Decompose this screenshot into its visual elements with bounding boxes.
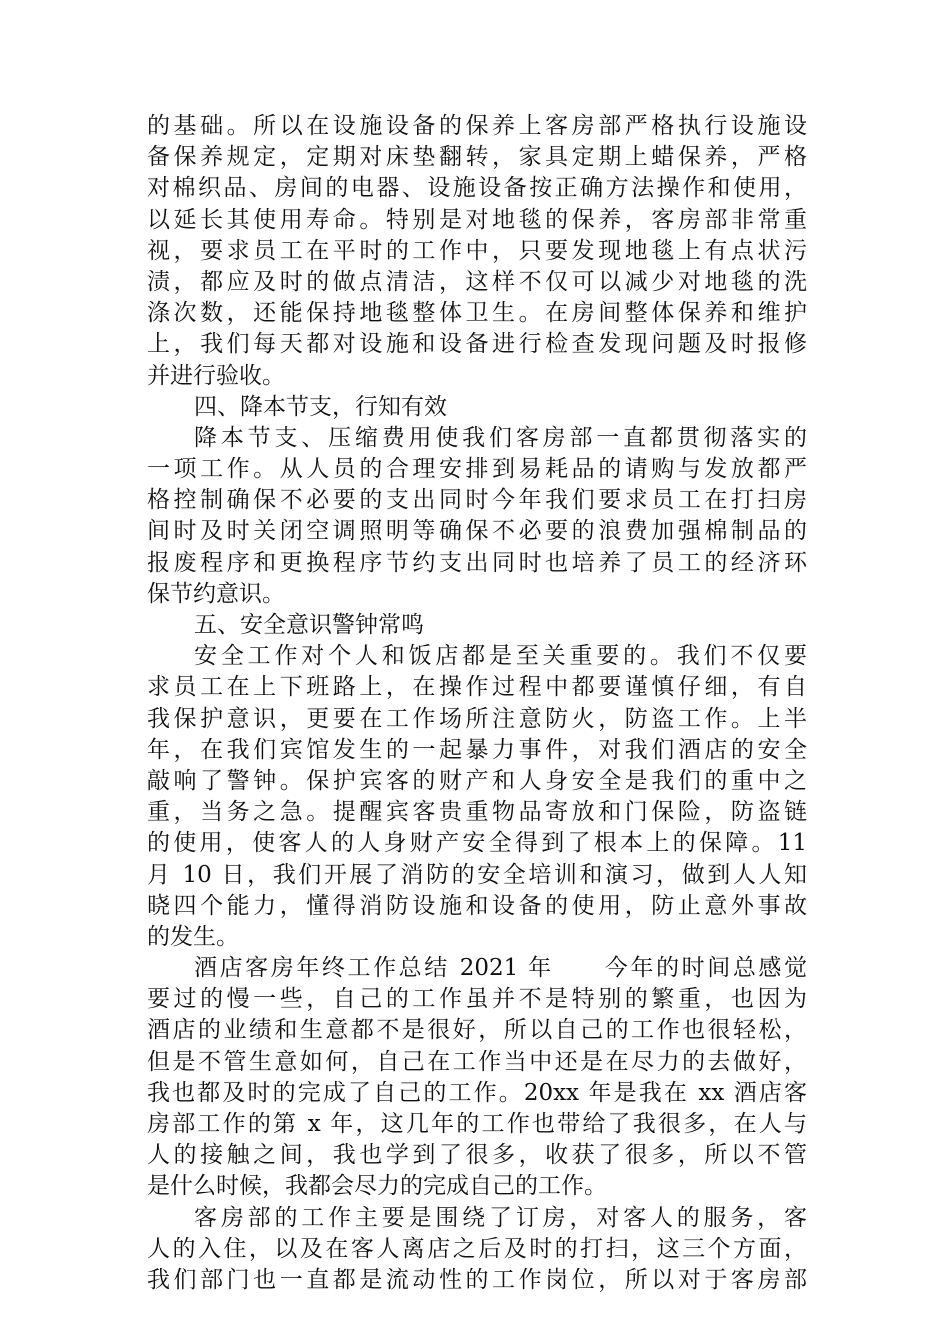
text-line: 客房部的工作主要是围绕了订房，对客人的服务，客	[194, 1204, 807, 1231]
text-line: 我保护意识，更要在工作场所注意防火，防盗工作。上半	[147, 705, 807, 732]
text-line: 渍，都应及时的做点清洁，这样不仅可以减少对地毯的洗	[147, 268, 807, 295]
text-line: 酒店的业绩和生意都不是很好，所以自己的工作也很轻松，	[147, 1017, 807, 1044]
document-body	[147, 111, 807, 1296]
text-line: 是什么时候，我都会尽力的完成自己的工作。	[147, 1173, 607, 1200]
text-line: 房部工作的第 x 年，这几年的工作也带给了我很多，在人与	[147, 1111, 807, 1137]
text-line: 保节约意识。	[147, 580, 285, 607]
text-line: 要过的慢一些，自己的工作虽并不是特别的繁重，也因为	[147, 986, 807, 1013]
text-line: 降本节支、压缩费用使我们客房部一直都贯彻落实的	[194, 424, 807, 451]
text-line: 格控制确保不必要的支出同时今年我们要求员工在打扫房	[147, 487, 807, 514]
text-line: 备保养规定，定期对床垫翻转，家具定期上蜡保养，严格	[147, 144, 807, 171]
text-line: 涤次数，还能保持地毯整体卫生。在房间整体保养和维护	[147, 300, 807, 327]
text-line: 的基础。所以在设施设备的保养上客房部严格执行设施设	[147, 113, 807, 139]
text-line: 一项工作。从人员的合理安排到易耗品的请购与发放都严	[147, 456, 807, 483]
text-line: 敲响了警钟。保护宾客的财产和人身安全是我们的重中之	[147, 767, 807, 794]
text-line: 月 10 日，我们开展了消防的安全培训和演习，做到人人知	[147, 861, 807, 888]
text-line: 求员工在上下班路上，在操作过程中都要谨慎仔细，有自	[147, 674, 807, 701]
text-line: 人的入住，以及在客人离店之后及时的打扫，这三个方面，	[147, 1235, 807, 1262]
text-line: 酒店客房年终工作总结 2021 年 今年的时间总感觉	[194, 955, 807, 982]
text-line: 我也都及时的完成了自己的工作。20xx 年是我在 xx 酒店客	[147, 1079, 807, 1106]
text-line: 重，当务之急。提醒宾客贵重物品寄放和门保险，防盗链	[147, 799, 807, 826]
text-line: 的发生。	[147, 923, 239, 950]
text-line: 人的接触之间，我也学到了很多，收获了很多，所以不管	[147, 1142, 807, 1169]
text-line: 对棉织品、房间的电器、设施设备按正确方法操作和使用，	[147, 175, 807, 202]
text-line: 安全工作对个人和饭店都是至关重要的。我们不仅要	[194, 643, 807, 670]
text-line: 间时及时关闭空调照明等确保不必要的浪费加强棉制品的	[147, 518, 807, 545]
text-line: 四、降本节支，行知有效	[194, 393, 447, 420]
text-line: 视，要求员工在平时的工作中，只要发现地毯上有点状污	[147, 237, 807, 264]
text-line: 晓四个能力，懂得消防设施和设备的使用，防止意外事故	[147, 892, 807, 919]
text-line: 以延长其使用寿命。特别是对地毯的保养，客房部非常重	[147, 206, 807, 233]
text-line: 五、安全意识警钟常鸣	[194, 612, 424, 638]
text-line: 但是不管生意如何，自己在工作当中还是在尽力的去做好，	[147, 1048, 807, 1075]
text-line: 报废程序和更换程序节约支出同时也培养了员工的经济环	[147, 549, 807, 576]
text-line: 我们部门也一直都是流动性的工作岗位，所以对于客房部	[147, 1266, 807, 1293]
text-line: 年，在我们宾馆发生的一起暴力事件，对我们酒店的安全	[147, 736, 807, 763]
text-line: 并进行验收。	[147, 362, 285, 389]
text-line: 上，我们每天都对设施和设备进行检查发现问题及时报修	[147, 331, 807, 358]
text-line: 的使用，使客人的人身财产安全得到了根本上的保障。11	[147, 830, 807, 857]
